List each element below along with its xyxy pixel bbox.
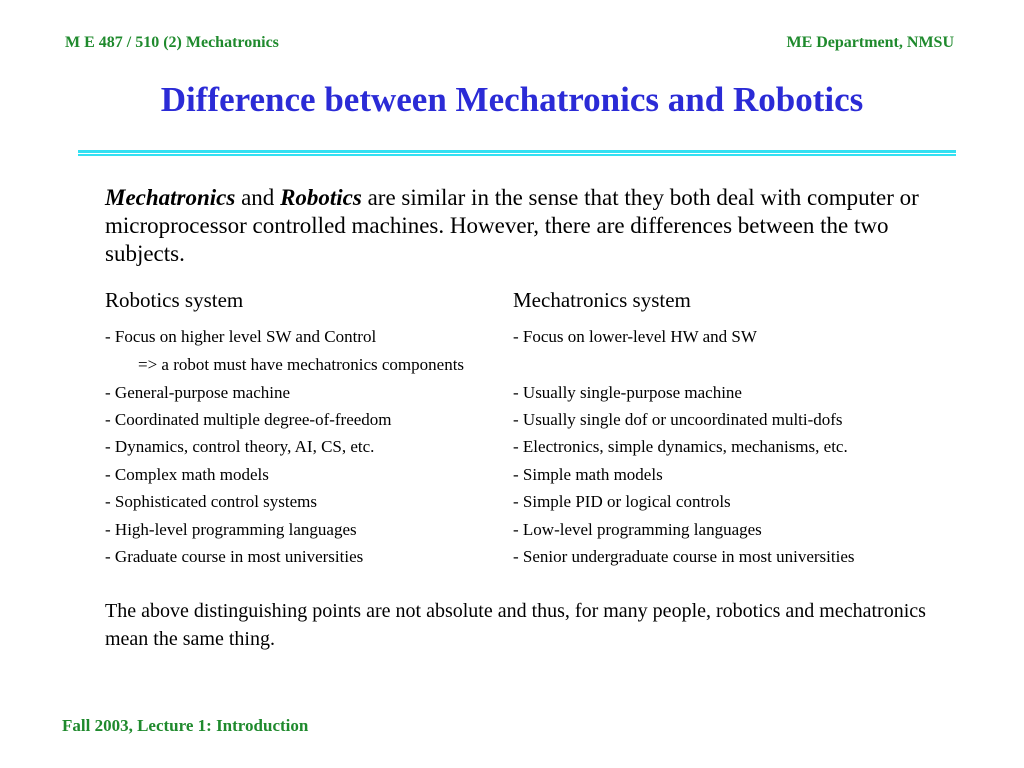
mechatronics-point-0: - Focus on lower-level HW and SW: [513, 327, 757, 346]
intro-text: are similar in the sense that they both deal with computer or microprocessor controlled machines. However, there are differences between the two subjects.: [105, 185, 919, 266]
robotics-point-3: - Dynamics, control theory, AI, CS, etc.: [105, 437, 375, 456]
robotics-note: => a robot must have mechatronics components: [138, 355, 465, 374]
robotics-point-4: - Complex math models: [105, 465, 269, 484]
intro-paragraph: [105, 184, 955, 268]
footer-lecture: Fall 2003, Lecture 1: Introduction: [62, 716, 309, 735]
header-department: ME Department, NMSU: [786, 34, 954, 51]
mechatronics-point-7: - Senior undergraduate course in most universities: [513, 547, 855, 566]
mechatronics-point-4: - Simple math models: [513, 465, 663, 484]
mechatronics-point-1: - Usually single-purpose machine: [513, 383, 742, 402]
intro-term-robotics: Robotics: [280, 185, 362, 210]
robotics-point-5: - Sophisticated control systems: [105, 492, 318, 511]
mechatronics-point-2: - Usually single dof or uncoordinated multi-dofs: [513, 410, 843, 429]
header-course-title: M E 487 / 510 (2) Mechatronics: [65, 34, 279, 51]
robotics-point-1: - General-purpose machine: [105, 383, 291, 402]
mechatronics-point-3: - Electronics, simple dynamics, mechanisms, etc.: [513, 437, 848, 456]
robotics-point-7: - Graduate course in most universities: [105, 547, 364, 566]
slide-title: Difference between Mechatronics and Robotics: [160, 80, 864, 119]
title-divider-bottom: [78, 154, 956, 156]
column-header-robotics: Robotics system: [105, 288, 244, 312]
mechatronics-point-6: - Low-level programming languages: [513, 520, 762, 539]
mechatronics-point-5: - Simple PID or logical controls: [513, 492, 731, 511]
robotics-point-6: - High-level programming languages: [105, 520, 357, 539]
robotics-point-0: - Focus on higher level SW and Control: [105, 327, 377, 346]
title-divider-top: [78, 150, 956, 153]
intro-conjunction: and: [235, 185, 281, 210]
intro-term-mechatronics: Mechatronics: [105, 185, 236, 210]
column-header-mechatronics: Mechatronics system: [513, 288, 691, 312]
robotics-point-2: - Coordinated multiple degree-of-freedom: [105, 410, 392, 429]
conclusion-paragraph: The above distinguishing points are not absolute and thus, for many people, robotics and mechatronics mean the same thing.: [105, 600, 926, 650]
